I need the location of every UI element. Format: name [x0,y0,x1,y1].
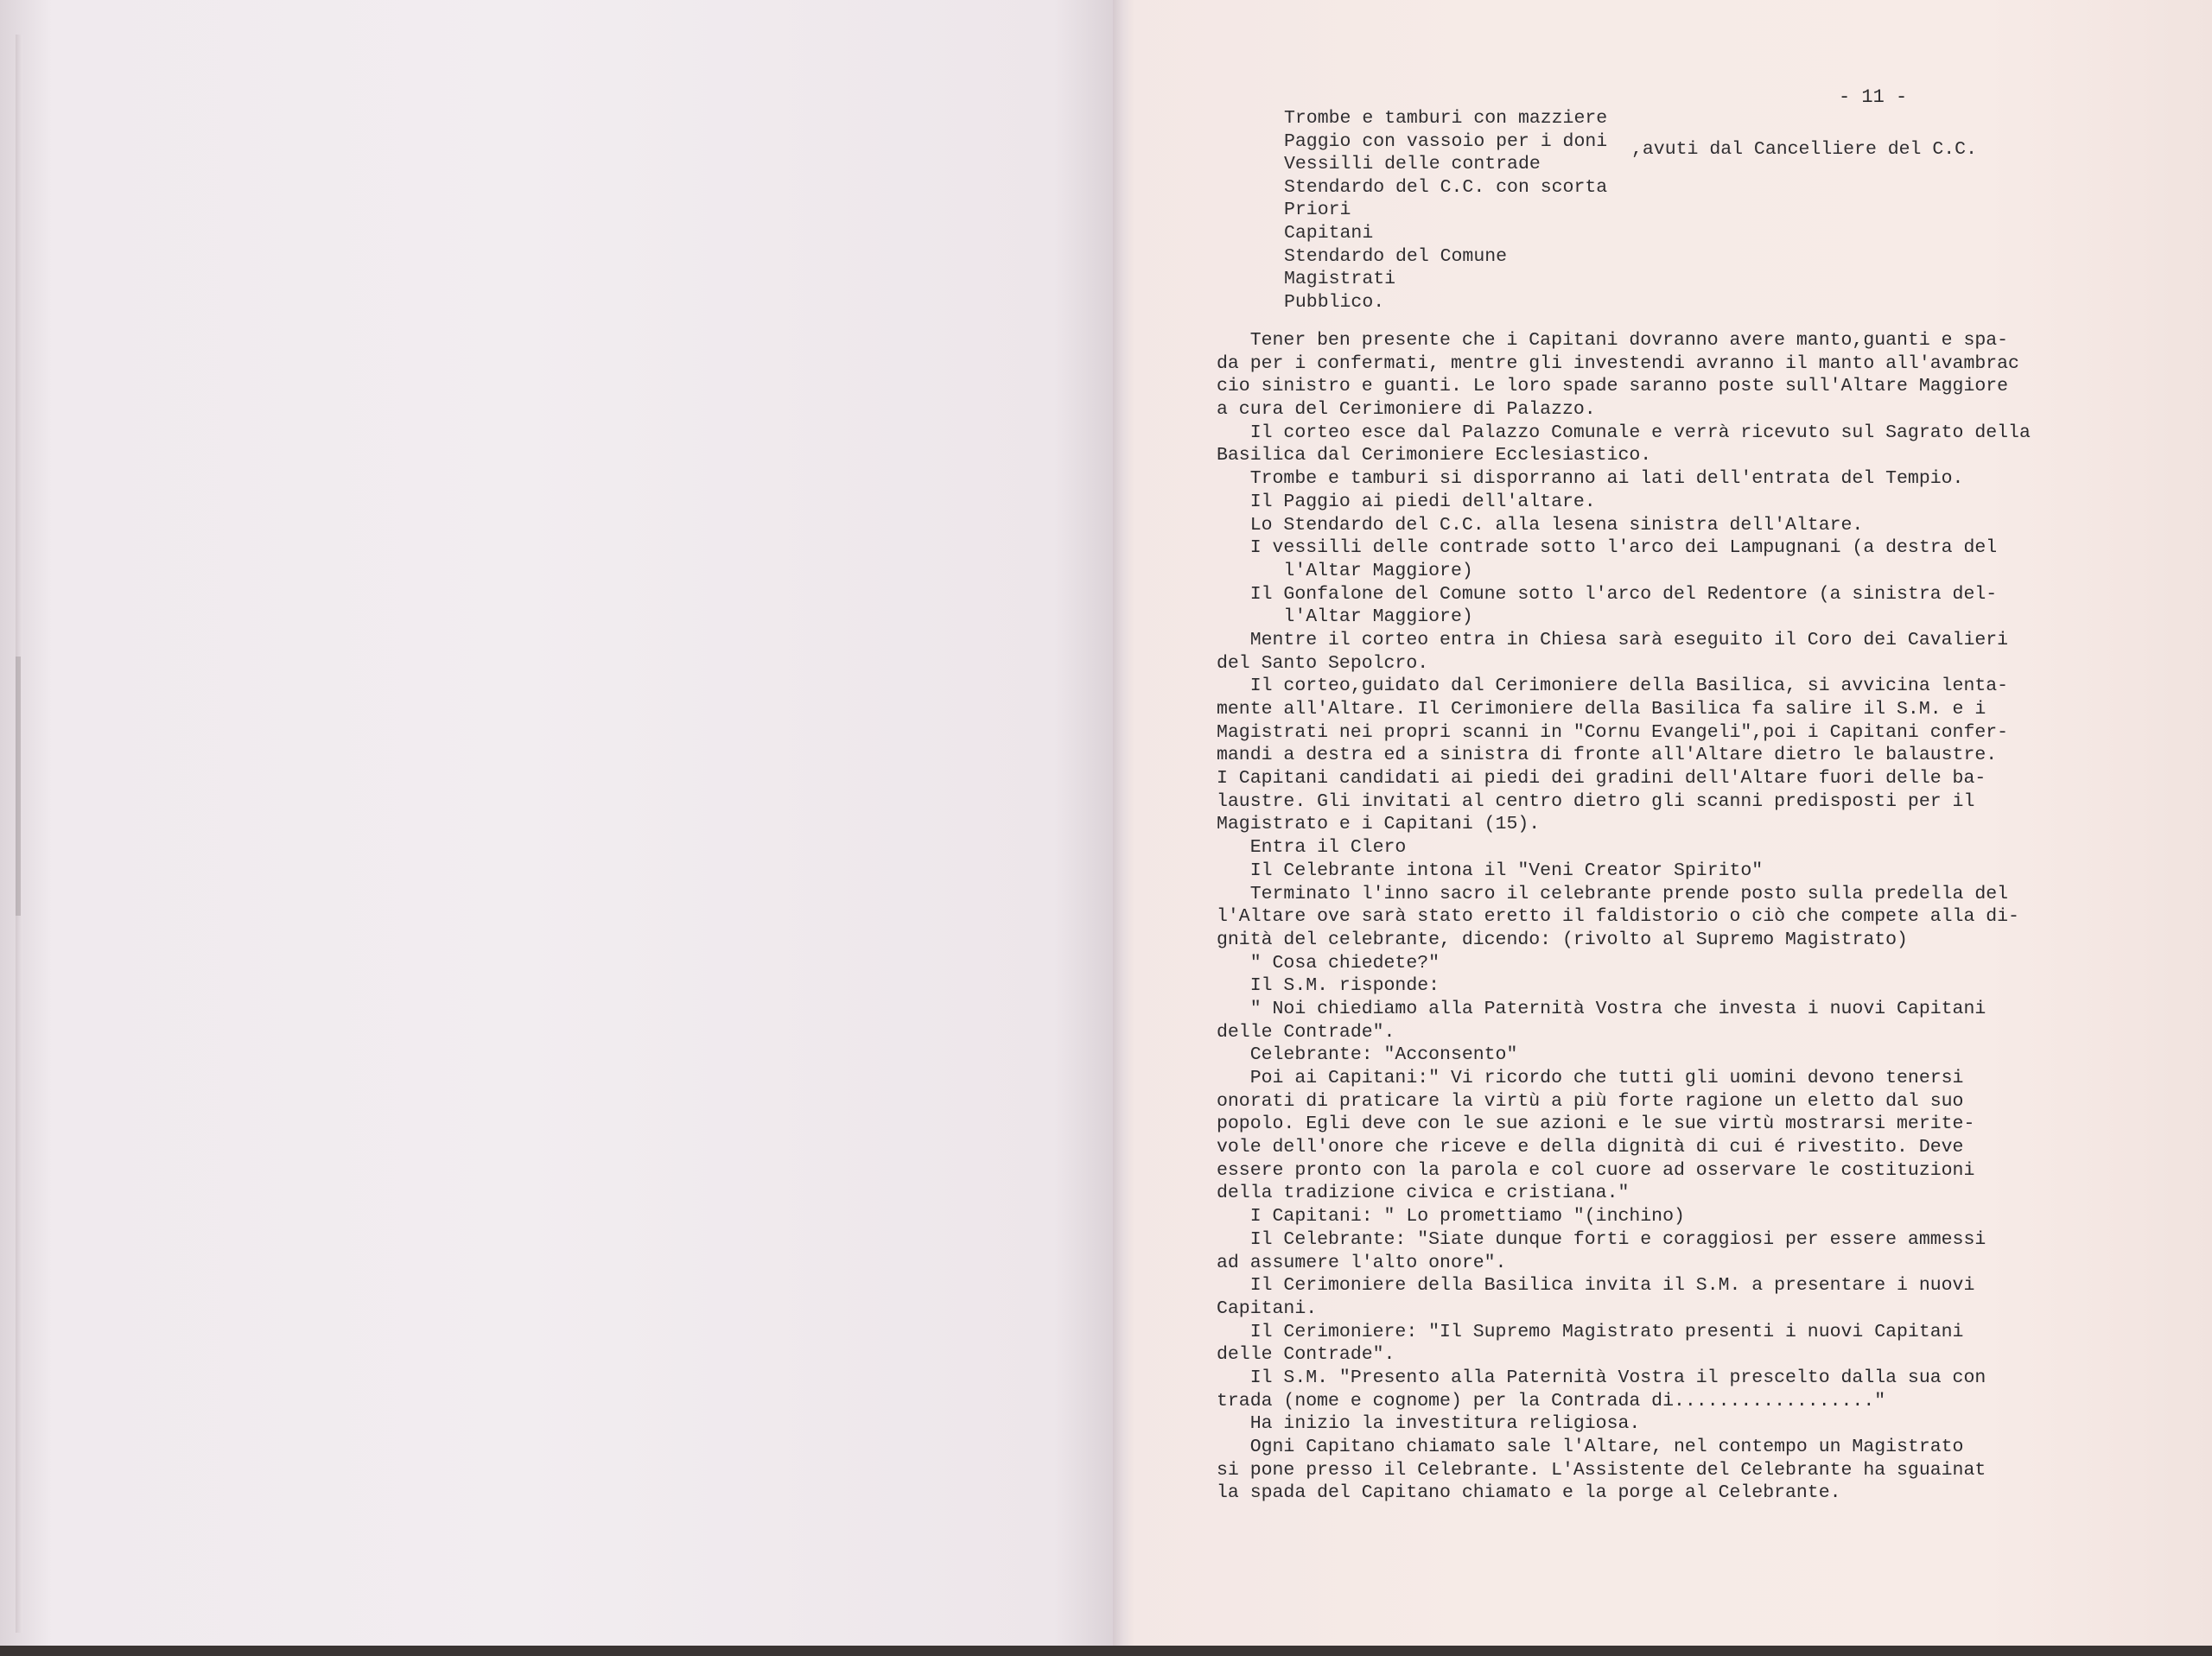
procession-list [1284,107,1607,314]
text-line: della tradizione civica e cristiana." [1217,1183,1630,1204]
text-line: " Cosa chiedete?" [1217,952,1440,974]
procession-item: Stendardo del C.C. con scorta [1284,176,1608,198]
text-line: Ogni Capitano chiamato sale l'Altare, nel contempo un Magistrato [1217,1437,1964,1457]
binding-mark [16,657,21,916]
text-line: Il corteo esce dal Palazzo Comunale e verrà ricevuto sul Sagrato della [1217,422,2031,443]
text-line: ad assumere l'alto onore". [1217,1252,1507,1273]
table-edge [0,1646,2212,1656]
text-line: Ha inizio la investitura religiosa. [1217,1413,1641,1435]
text-line: si pone presso il Celebrante. L'Assistente del Celebrante ha sguainat [1217,1459,1986,1481]
text-line: Il corteo,guidato dal Cerimoniere della Basilica, si avvicina lenta- [1217,676,2009,697]
procession-item: Capitani [1284,222,1374,244]
text-line: Il Celebrante: "Siate dunque forti e coraggiosi per essere ammessi [1217,1228,1986,1250]
text-line: gnità del celebrante, dicendo: (rivolto al Supremo Magistrato) [1217,929,1908,950]
text-line: a cura del Cerimoniere di Palazzo. [1217,399,1596,421]
procession-item: Priori [1284,200,1351,221]
text-line: " Noi chiediamo alla Paternità Vostra che investa i nuovi Capitani [1217,998,1986,1019]
text-line: la spada del Capitano chiamato e la porge al Celebrante. [1217,1482,1841,1504]
text-line: Il Cerimoniere: "Il Supremo Magistrato presenti i nuovi Capitani [1217,1321,1964,1342]
text-line: da per i confermati, mentre gli investendi avranno il manto all'avambrac [1217,352,2019,374]
text-line: del Santo Sepolcro. [1217,652,1429,674]
text-line: Trombe e tamburi si disporranno ai lati dell'entrata del Tempio. [1217,468,1964,490]
text-line: Tener ben presente che i Capitani dovranno avere manto,guanti e spa- [1217,330,2009,351]
text-line: essere pronto con la parola e col cuore ad osservare le costituzioni [1217,1159,1975,1181]
page-number: - 11 - [1839,86,1908,108]
text-line: Il S.M. risponde: [1217,975,1440,997]
procession-item: Stendardo del Comune [1284,245,1508,267]
text-line: l'Altar Maggiore) [1217,606,1473,628]
text-line: mente all'Altare. Il Cerimoniere della Basilica fa salire il S.M. e i [1217,699,1986,720]
text-line: Il Gonfalone del Comune sotto l'arco del Redentore (a sinistra del- [1217,583,1998,605]
text-line: Il Cerimoniere della Basilica invita il S.M. a presentare i nuovi [1217,1275,1975,1297]
text-line: Il Celebrante intona il "Veni Creator Spirito" [1217,860,1764,881]
text-line: Entra il Clero [1217,837,1407,859]
procession-item: Vessilli delle contrade [1284,154,1541,175]
procession-item: Paggio con vassoio per i doni [1284,130,1608,152]
text-line: popolo. Egli deve con le sue azioni e le sue virtù mostrarsi merite- [1217,1114,1975,1135]
text-line: trada (nome e cognome) per la Contrada di.................." [1217,1390,1886,1412]
text-line: vole dell'onore che riceve e della dignità di cui é rivestito. Deve [1217,1137,1964,1158]
text-line: onorati di praticare la virtù a più forte ragione un eletto dal suo [1217,1090,1964,1112]
text-line: Magistrati nei propri scanni in "Cornu Evangeli",poi i Capitani confer- [1217,721,2009,743]
text-line: Poi ai Capitani:" Vi ricordo che tutti gli uomini devono tenersi [1217,1068,1964,1088]
text-line: Il S.M. "Presento alla Paternità Vostra il prescelto dalla sua con [1217,1367,1986,1388]
text-line: Magistrato e i Capitani (15). [1217,814,1541,835]
text-line: I Capitani: " Lo promettiamo "(inchino) [1217,1206,1685,1228]
text-line: Capitani. [1217,1298,1318,1319]
text-line: Il Paggio ai piedi dell'altare. [1217,491,1596,512]
text-line: I Capitani candidati ai piedi dei gradini dell'Altare fuori delle ba- [1217,768,1986,790]
text-line: delle Contrade". [1217,1021,1395,1043]
text-line: I vessilli delle contrade sotto l'arco dei Lampugnani (a destra del [1217,537,1998,559]
text-line: laustre. Gli invitati al centro dietro gli scanni predisposti per il [1217,790,1975,812]
procession-item: Pubblico. [1284,291,1385,313]
text-line: Mentre il corteo entra in Chiesa sarà eseguito il Coro dei Cavalieri [1217,629,2009,650]
book-gutter [1113,0,1134,1656]
text-line: Celebrante: "Acconsento" [1217,1044,1518,1066]
text-line: Terminato l'inno sacro il celebrante prende posto sulla predella del [1217,883,2009,904]
procession-item: Trombe e tamburi con mazziere [1284,108,1608,129]
text-line: l'Altar Maggiore) [1217,560,1473,581]
procession-item: Magistrati [1284,269,1396,290]
text-line: Lo Stendardo del C.C. alla lesena sinistra dell'Altare. [1217,514,1864,536]
text-line: Basilica dal Cerimoniere Ecclesiastico. [1217,445,1652,466]
body-text [1217,329,2098,1505]
gift-note: ,avuti dal Cancelliere del C.C. [1631,139,1977,160]
text-line: l'Altare ove sarà stato eretto il faldistorio o ciò che compete alla di- [1217,906,2019,928]
text-line: mandi a destra ed a sinistra di fronte all'Altare dietro le balaustre. [1217,745,1998,766]
text-line: cio sinistro e guanti. Le loro spade saranno poste sull'Altare Maggiore [1217,376,2009,397]
text-line: delle Contrade". [1217,1344,1395,1366]
